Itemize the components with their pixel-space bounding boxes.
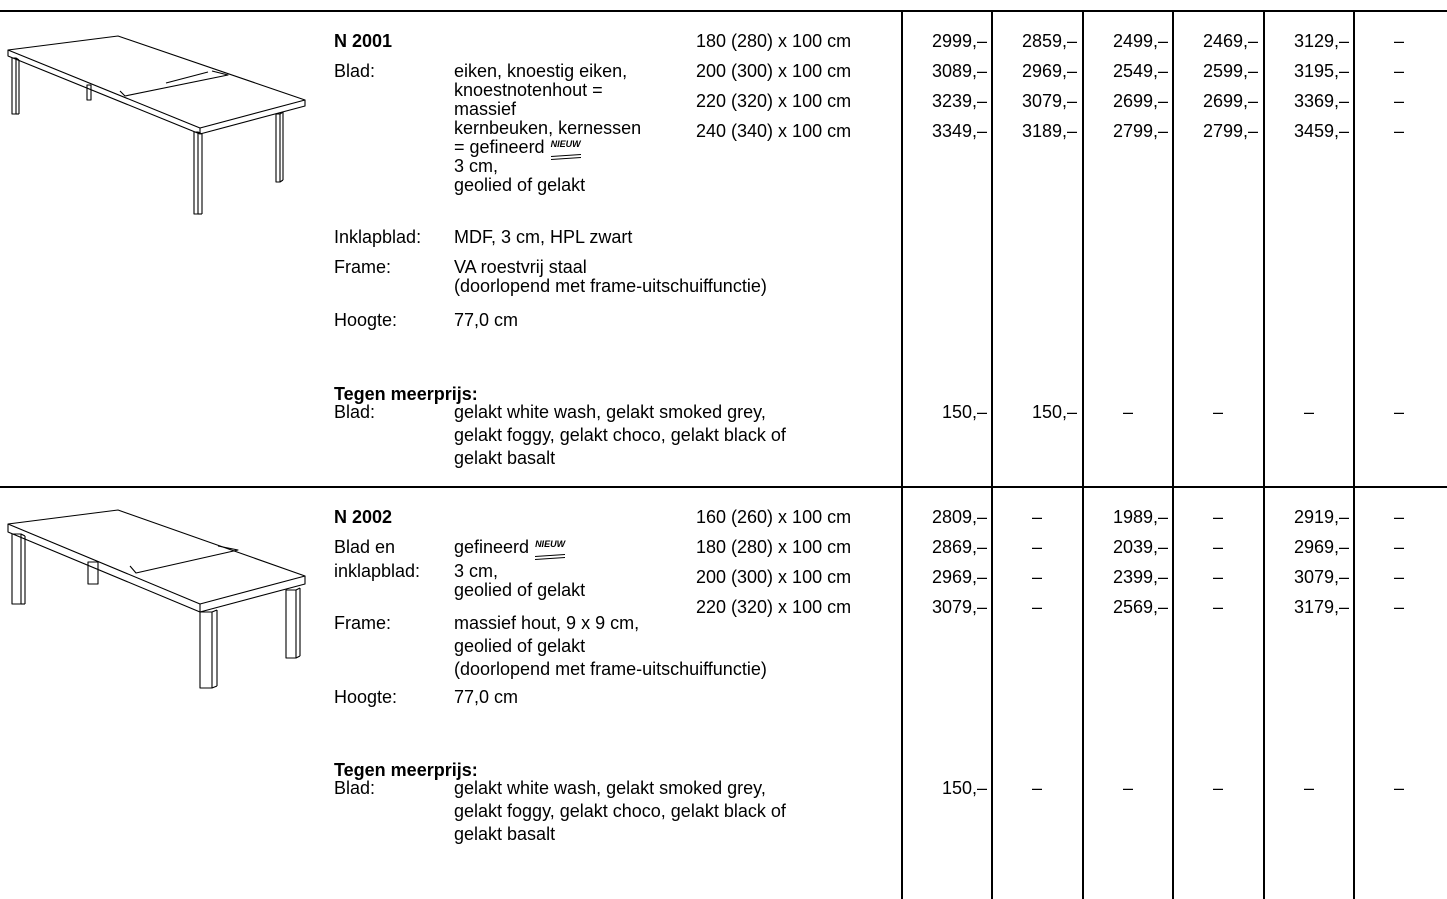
price-cell: – [1393,537,1404,557]
spec-value: (doorlopend met frame-uitschuiffunctie) [454,276,767,296]
column-divider [991,10,993,899]
spec-value: eiken, knoestig eiken, [454,61,628,81]
column-divider [1082,10,1084,899]
price-cell: 2969,– [931,567,987,587]
column-divider [901,10,903,899]
spec-value: 77,0 cm [454,310,519,330]
surcharge-value: gelakt basalt [454,448,556,468]
table-illustration [0,28,310,218]
spec-value: = gefineerd [454,137,545,157]
price-cell: – [1031,507,1042,527]
price-cell: 3129,– [1293,31,1349,51]
spec-label: Blad en [334,537,396,557]
price-cell: – [1212,402,1223,422]
price-cell: – [1212,507,1223,527]
price-cell: – [1303,778,1314,798]
new-badge: NIEUW [535,535,565,559]
spec-value: knoestnotenhout = [454,80,603,100]
price-cell: 2969,– [1021,61,1077,81]
spec-label: Inklapblad: [334,227,422,247]
spec-value: 3 cm, [454,156,499,176]
price-cell: – [1393,597,1404,617]
price-cell: – [1393,61,1404,81]
price-cell: 2859,– [1021,31,1077,51]
price-cell: 3459,– [1293,121,1349,141]
price-cell: 2969,– [1293,537,1349,557]
spec-label: Blad: [334,778,376,798]
price-cell: – [1031,567,1042,587]
price-cell: – [1393,31,1404,51]
price-cell: – [1122,778,1133,798]
product-name: N 2001 [334,31,393,51]
price-cell: 2919,– [1293,507,1349,527]
price-cell: – [1122,402,1133,422]
spec-label: Frame: [334,257,392,277]
spec-label: Frame: [334,613,392,633]
price-cell: 2799,– [1112,121,1168,141]
table-illustration [0,500,310,692]
surcharge-heading: Tegen meerprijs: [334,384,478,404]
spec-value: VA roestvrij staal [454,257,587,277]
size-label: 180 (280) x 100 cm [696,537,852,557]
price-cell: 2799,– [1202,121,1258,141]
top-rule [0,10,1447,12]
price-cell: – [1212,597,1223,617]
price-cell: 2809,– [931,507,987,527]
size-label: 200 (300) x 100 cm [696,61,852,81]
spec-value: 77,0 cm [454,687,519,707]
product-name: N 2002 [334,507,393,527]
price-cell: 2499,– [1112,31,1168,51]
spec-label: Hoogte: [334,687,398,707]
price-cell: 3349,– [931,121,987,141]
price-cell: – [1031,778,1042,798]
price-cell: 3189,– [1021,121,1077,141]
size-label: 180 (280) x 100 cm [696,31,852,51]
price-cell: 2039,– [1112,537,1168,557]
surcharge-value: gelakt basalt [454,824,556,844]
spec-label: Hoogte: [334,310,398,330]
spec-value: geolied of gelakt [454,580,586,600]
spec-value: geolied of gelakt [454,175,586,195]
price-cell: – [1212,778,1223,798]
price-cell: 2869,– [931,537,987,557]
price-cell: 2549,– [1112,61,1168,81]
size-label: 200 (300) x 100 cm [696,567,852,587]
spec-value: MDF, 3 cm, HPL zwart [454,227,633,247]
spec-value: 3 cm, [454,561,499,581]
price-cell: – [1393,778,1404,798]
spec-value: massief [454,99,517,119]
price-cell: 3079,– [1293,567,1349,587]
price-cell: – [1031,537,1042,557]
price-cell: 150,– [1031,402,1077,422]
spec-value: kernbeuken, kernessen [454,118,642,138]
price-cell: 3369,– [1293,91,1349,111]
spec-label: inklapblad: [334,561,421,581]
price-cell: 3239,– [931,91,987,111]
section-divider [0,486,1447,488]
surcharge-heading: Tegen meerprijs: [334,760,478,780]
spec-label: Blad: [334,61,376,81]
price-cell: 2999,– [931,31,987,51]
price-cell: 150,– [941,402,987,422]
price-cell: 150,– [941,778,987,798]
price-cell: 3179,– [1293,597,1349,617]
spec-value: gefineerd [454,537,530,557]
price-cell: 2599,– [1202,61,1258,81]
price-cell: 2569,– [1112,597,1168,617]
price-cell: 2699,– [1202,91,1258,111]
price-cell: 3079,– [931,597,987,617]
price-cell: – [1031,597,1042,617]
price-cell: 2399,– [1112,567,1168,587]
surcharge-value: gelakt white wash, gelakt smoked grey, [454,778,766,798]
price-cell: – [1212,567,1223,587]
price-cell: 1989,– [1112,507,1168,527]
price-cell: – [1393,121,1404,141]
price-cell: – [1393,567,1404,587]
surcharge-value: gelakt foggy, gelakt choco, gelakt black of [454,801,786,821]
price-cell: 2469,– [1202,31,1258,51]
column-divider [1263,10,1265,899]
size-label: 220 (320) x 100 cm [696,91,852,111]
new-badge: NIEUW [551,135,581,159]
price-cell: 2699,– [1112,91,1168,111]
size-label: 240 (340) x 100 cm [696,121,852,141]
spec-label: Blad: [334,402,376,422]
price-cell: – [1393,91,1404,111]
surcharge-value: gelakt white wash, gelakt smoked grey, [454,402,766,422]
price-cell: – [1393,507,1404,527]
price-cell: 3079,– [1021,91,1077,111]
price-cell: 3195,– [1293,61,1349,81]
price-cell: – [1212,537,1223,557]
spec-value: massief hout, 9 x 9 cm, [454,613,640,633]
size-label: 160 (260) x 100 cm [696,507,852,527]
surcharge-value: gelakt foggy, gelakt choco, gelakt black of [454,425,786,445]
price-cell: – [1303,402,1314,422]
price-cell: 3089,– [931,61,987,81]
column-divider [1353,10,1355,899]
column-divider [1172,10,1174,899]
spec-value: geolied of gelakt [454,636,586,656]
size-label: 220 (320) x 100 cm [696,597,852,617]
spec-value: (doorlopend met frame-uitschuiffunctie) [454,659,767,679]
price-cell: – [1393,402,1404,422]
